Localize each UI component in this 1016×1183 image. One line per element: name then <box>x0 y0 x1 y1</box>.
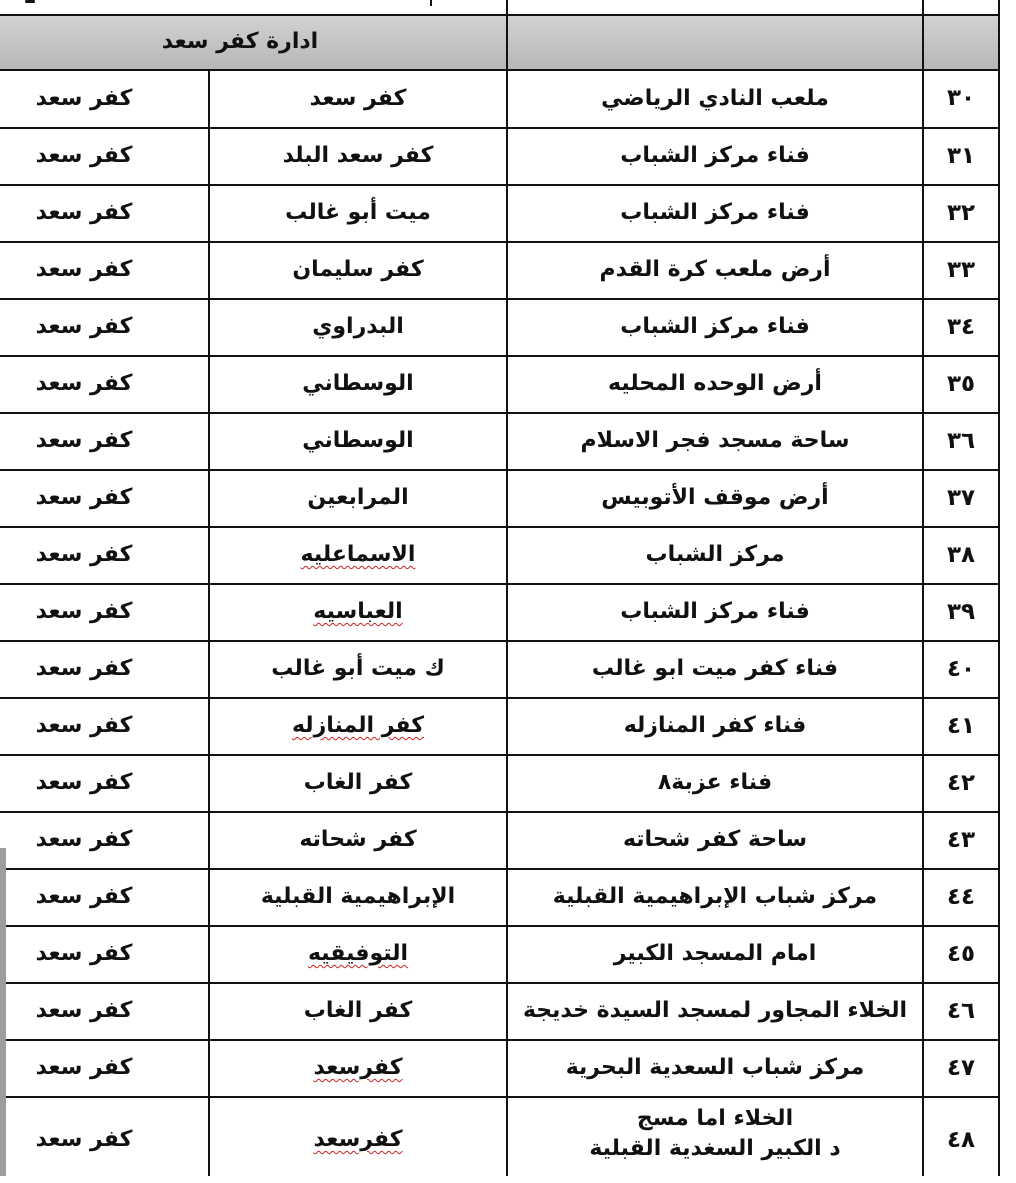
row-number: ٣٥ <box>946 371 976 397</box>
village-cell: كفر سعد <box>309 86 407 111</box>
column-divider-fragment <box>430 0 432 6</box>
row-number: ٣٦ <box>946 428 976 454</box>
row-number: ٤٠ <box>946 656 976 682</box>
district-cell: كفر سعد <box>35 1127 133 1152</box>
district-cell: كفر سعد <box>35 86 133 111</box>
village-cell: الوسطاني <box>302 428 414 453</box>
place-line-1: الخلاء اما مسج <box>636 1106 794 1131</box>
village-cell: كفر شحاته <box>299 827 417 852</box>
district-cell: كفر سعد <box>35 656 133 681</box>
place-cell: مركز شباب الإبراهيمية القبلية <box>552 884 878 909</box>
district-cell: كفر سعد <box>35 428 133 453</box>
district-cell: كفر سعد <box>35 599 133 624</box>
district-cell: كفر سعد <box>35 542 133 567</box>
place-line-2: د الكبير السغدية القبلية <box>589 1136 841 1161</box>
place-cell: ساحة كفر شحاته <box>622 827 808 852</box>
village-cell: كفر سليمان <box>292 257 424 282</box>
village-cell: المرابعين <box>307 485 409 510</box>
village-cell: كفر الغاب <box>303 770 413 795</box>
row-number: ٤٢ <box>946 770 976 796</box>
row-number: ٣٣ <box>946 257 976 283</box>
place-cell: فناء مركز الشباب <box>620 200 810 225</box>
district-cell: كفر سعد <box>35 485 133 510</box>
place-cell: أرض ملعب كرة القدم <box>599 257 831 282</box>
row-number: ٤٨ <box>946 1127 976 1153</box>
village-text: كفرسعد <box>313 1127 403 1152</box>
district-cell: كفر سعد <box>35 143 133 168</box>
village-cell <box>210 926 506 982</box>
row-number: ٣١ <box>946 143 976 169</box>
row-number: ٤٧ <box>946 1055 976 1081</box>
district-cell: كفر سعد <box>35 314 133 339</box>
district-cell: كفر سعد <box>35 200 133 225</box>
place-cell: ساحة مسجد فجر الاسلام <box>580 428 850 453</box>
row-number: ٤٦ <box>946 998 976 1024</box>
village-text: كفرسعد <box>313 1055 403 1080</box>
district-cell: كفر سعد <box>35 713 133 738</box>
district-cell: كفر سعد <box>35 257 133 282</box>
village-cell <box>210 698 506 754</box>
place-cell <box>508 1104 922 1164</box>
section-title: ادارة كفر سعد <box>161 29 319 54</box>
village-cell <box>210 1040 506 1096</box>
place-cell: مركز شباب السعدية البحرية <box>565 1055 865 1080</box>
place-cell: ملعب النادي الرياضي <box>601 86 829 111</box>
row-number: ٣٤ <box>946 314 976 340</box>
village-cell <box>210 527 506 583</box>
column-divider-fragment <box>25 0 35 3</box>
village-text: الاسماعليه <box>300 542 416 567</box>
place-cell: فناء مركز الشباب <box>620 143 810 168</box>
village-text: التوفيقيه <box>307 941 409 966</box>
place-cell: فناء مركز الشباب <box>620 599 810 624</box>
row-number: ٣٧ <box>946 485 976 511</box>
village-cell <box>210 584 506 640</box>
row-number: ٣٩ <box>946 599 976 625</box>
place-cell: مركز الشباب <box>645 542 785 567</box>
village-cell: الإبراهيمية القبلية <box>260 884 456 909</box>
village-text: العباسيه <box>313 599 403 624</box>
place-cell: فناء مركز الشباب <box>620 314 810 339</box>
district-cell: كفر سعد <box>35 941 133 966</box>
village-cell: الوسطاني <box>302 371 414 396</box>
district-cell: كفر سعد <box>35 770 133 795</box>
village-cell: البدراوي <box>312 314 404 339</box>
place-cell: امام المسجد الكبير <box>613 941 817 966</box>
row-divider <box>0 14 1000 16</box>
district-cell: كفر سعد <box>35 998 133 1023</box>
place-cell: الخلاء المجاور لمسجد السيدة خديجة <box>522 998 908 1023</box>
row-number: ٤٥ <box>946 941 976 967</box>
place-cell: أرض موقف الأتوبيس <box>601 485 829 510</box>
place-cell: فناء كفر ميت ابو غالب <box>591 656 839 681</box>
row-number: ٣٠ <box>946 85 976 111</box>
district-cell: كفر سعد <box>35 371 133 396</box>
row-number: ٤٣ <box>946 827 976 853</box>
row-number: ٤٤ <box>946 884 976 910</box>
left-edge-bar <box>0 848 6 1176</box>
district-cell: كفر سعد <box>35 1055 133 1080</box>
place-cell: فناء عزبة٨ <box>657 770 773 795</box>
row-number: ٣٢ <box>946 200 976 226</box>
village-cell: ك ميت أبو غالب <box>271 656 445 681</box>
village-cell: ميت أبو غالب <box>285 200 431 225</box>
village-cell: كفر سعد البلد <box>282 143 434 168</box>
place-cell: فناء كفر المنازله <box>623 713 807 738</box>
district-cell: كفر سعد <box>35 827 133 852</box>
village-cell <box>210 1097 506 1176</box>
district-cell: كفر سعد <box>35 884 133 909</box>
village-cell: كفر الغاب <box>303 998 413 1023</box>
row-number: ٣٨ <box>946 542 976 568</box>
village-text: كفر المنازله <box>291 713 425 738</box>
place-cell: أرض الوحده المحليه <box>608 371 822 396</box>
row-number: ٤١ <box>946 713 976 739</box>
